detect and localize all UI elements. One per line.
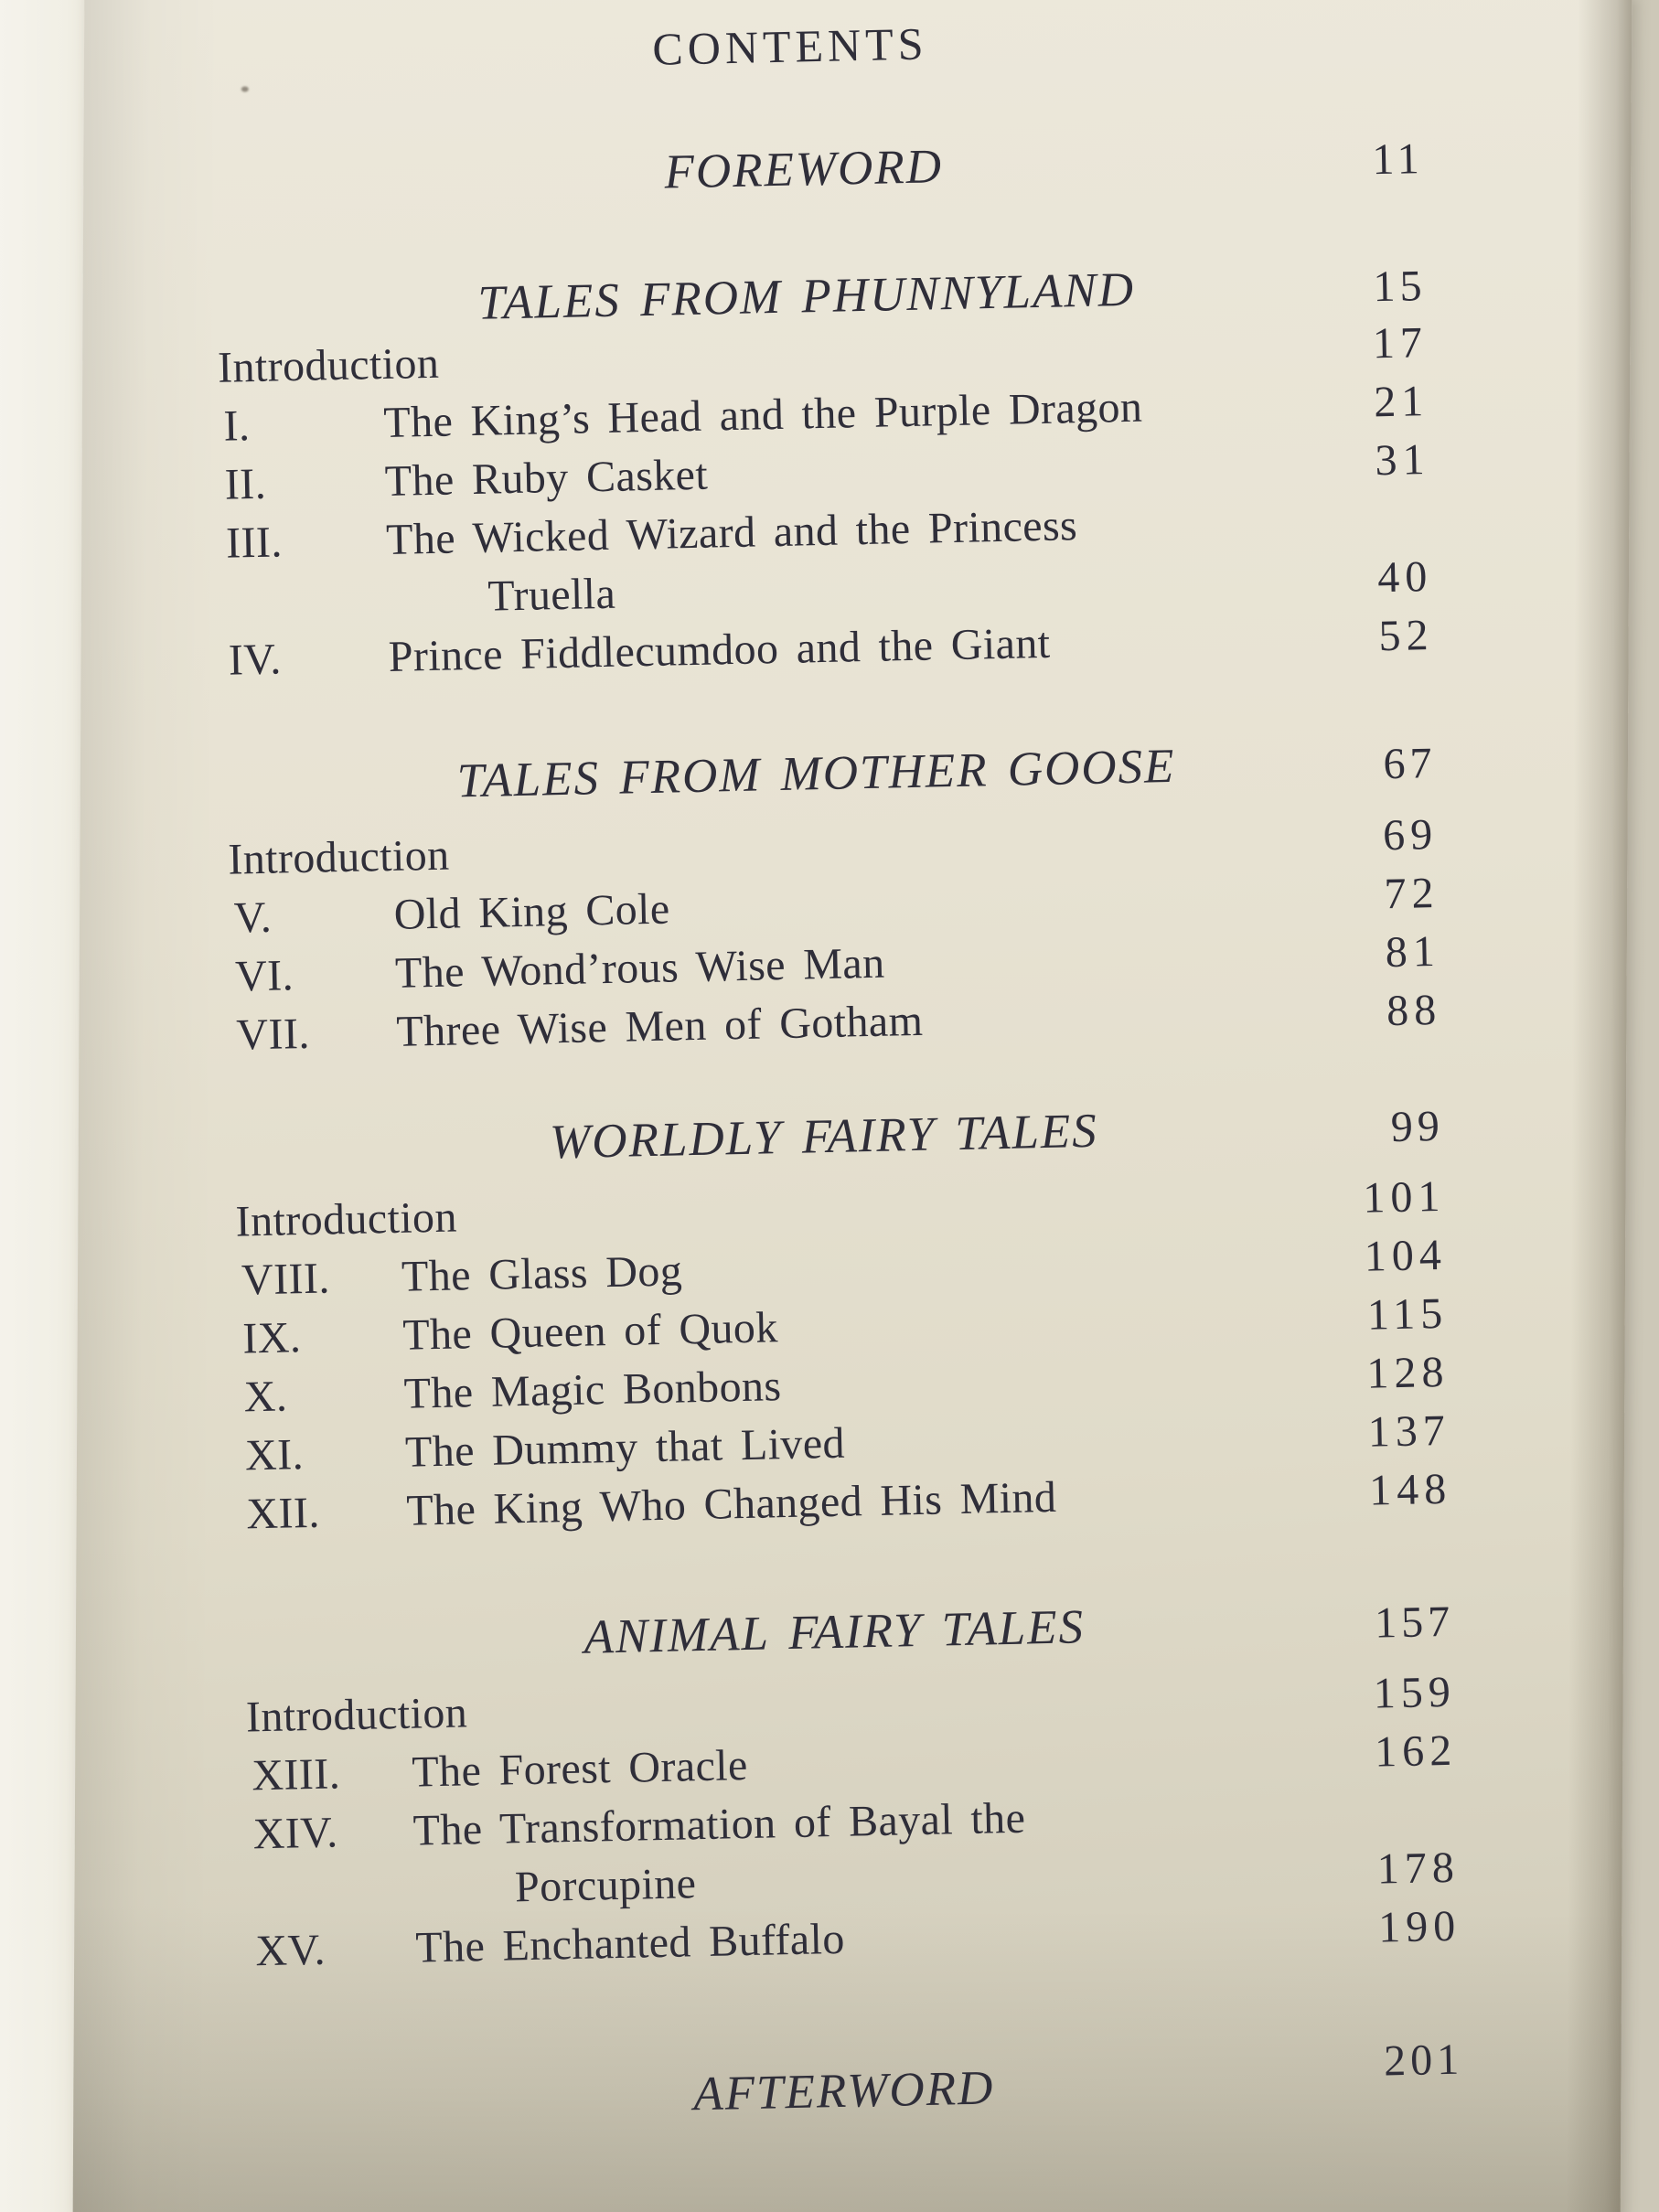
section-heading: AFTERWORD — [692, 2061, 995, 2121]
section-heading: TALES FROM PHUNNYLAND — [476, 262, 1136, 330]
section-row-foreword — [126, 130, 1429, 210]
toc-title: The Magic Bonbons — [403, 1362, 782, 1418]
toc-numeral: VIII. — [241, 1254, 331, 1305]
toc-numeral: VI. — [234, 951, 294, 1001]
toc-numeral: VII. — [235, 1009, 311, 1060]
toc-title: Old King Cole — [393, 884, 671, 939]
book-page — [73, 0, 1632, 2212]
toc-page-number: 17 — [1372, 318, 1429, 369]
toc-page-number — [1349, 1823, 1464, 1826]
toc-title: The King Who Changed His Mind — [405, 1472, 1057, 1535]
toc-numeral: V. — [233, 892, 273, 943]
toc-title: The King’s Head and the Purple Dragon — [382, 382, 1143, 447]
toc-page-number: 99 — [1390, 1101, 1445, 1152]
toc-numeral: XII. — [245, 1488, 321, 1539]
toc-title: The Ruby Casket — [384, 450, 709, 506]
toc-title: The Queen of Quok — [401, 1303, 779, 1360]
section-row-animal — [157, 1593, 1461, 1673]
toc-numeral: XIV. — [252, 1808, 339, 1859]
toc-page-number: 178 — [1376, 1843, 1461, 1894]
toc-page-number: 101 — [1362, 1171, 1447, 1223]
section-heading: TALES FROM MOTHER GOOSE — [456, 739, 1177, 808]
toc-page-number: 31 — [1375, 435, 1431, 486]
toc-page-number: 159 — [1373, 1667, 1457, 1718]
toc-title: Introduction — [235, 1192, 458, 1246]
toc-numeral: XIII. — [251, 1749, 341, 1801]
toc-title: The Wicked Wizard and the Princess — [385, 501, 1078, 564]
toc-page-number: 115 — [1366, 1288, 1449, 1340]
toc-title: Three Wise Men of Gotham — [395, 996, 924, 1056]
toc-page-number: 52 — [1378, 611, 1435, 661]
toc-numeral: I. — [222, 401, 251, 451]
toc-page-number: 201 — [1383, 2035, 1464, 2086]
toc-title: Truella — [487, 569, 616, 621]
toc-page-number: 148 — [1368, 1464, 1452, 1515]
page-title — [123, 6, 1427, 87]
toc-page-number: 190 — [1377, 1901, 1461, 1952]
section-row-worldly — [146, 1097, 1450, 1178]
toc-title: The Forest Oracle — [411, 1740, 749, 1797]
toc-page-number: 72 — [1383, 868, 1440, 919]
section-row-afterword — [166, 2035, 1470, 2132]
toc-page-number: 21 — [1373, 377, 1429, 427]
toc-numeral: IV. — [228, 635, 283, 685]
toc-numeral: III. — [225, 518, 284, 568]
toc-page-number: 88 — [1386, 985, 1442, 1036]
toc-numeral: IX. — [241, 1313, 302, 1363]
toc-title: Introduction — [227, 830, 451, 884]
toc-page-number: 15 — [1373, 262, 1428, 312]
section-heading: FOREWORD — [663, 140, 944, 199]
toc-title: The Dummy that Lived — [404, 1418, 846, 1477]
toc-title: The Wond’rous Wise Man — [394, 938, 886, 998]
toc-title: Prince Fiddlecumdoo and the Giant — [388, 618, 1051, 681]
page-title-text: CONTENTS — [651, 17, 929, 75]
toc-page-number: 81 — [1385, 926, 1441, 978]
toc-title: The Enchanted Buffalo — [414, 1914, 846, 1972]
toc-title: Introduction — [217, 338, 440, 392]
toc-page-number: 40 — [1376, 552, 1433, 603]
toc-page-number: 104 — [1364, 1230, 1448, 1281]
toc-page-number: 69 — [1382, 809, 1439, 860]
toc-page-number: 157 — [1374, 1597, 1455, 1648]
toc-numeral: XI. — [244, 1430, 305, 1480]
section-heading: WORLDLY FAIRY TALES — [549, 1104, 1099, 1170]
toc-title: The Glass Dog — [401, 1246, 683, 1301]
section-row-mother-goose — [139, 734, 1442, 815]
toc-title: Porcupine — [514, 1859, 697, 1912]
section-heading: ANIMAL FAIRY TALES — [583, 1600, 1086, 1664]
toc-page-number: 128 — [1365, 1347, 1450, 1398]
toc-page-number — [1322, 532, 1437, 535]
toc-title: The Transformation of Bayal the — [412, 1793, 1026, 1855]
toc-page-number: 137 — [1367, 1405, 1451, 1457]
toc-numeral: X. — [243, 1372, 288, 1422]
toc-title: Introduction — [245, 1688, 468, 1742]
toc-page-number: 11 — [1371, 134, 1425, 185]
table-of-contents — [123, 0, 1472, 2212]
toc-page-number: 162 — [1374, 1726, 1458, 1777]
toc-numeral: XV. — [254, 1925, 326, 1976]
toc-page-number: 67 — [1382, 738, 1438, 789]
toc-numeral: II. — [224, 459, 267, 509]
